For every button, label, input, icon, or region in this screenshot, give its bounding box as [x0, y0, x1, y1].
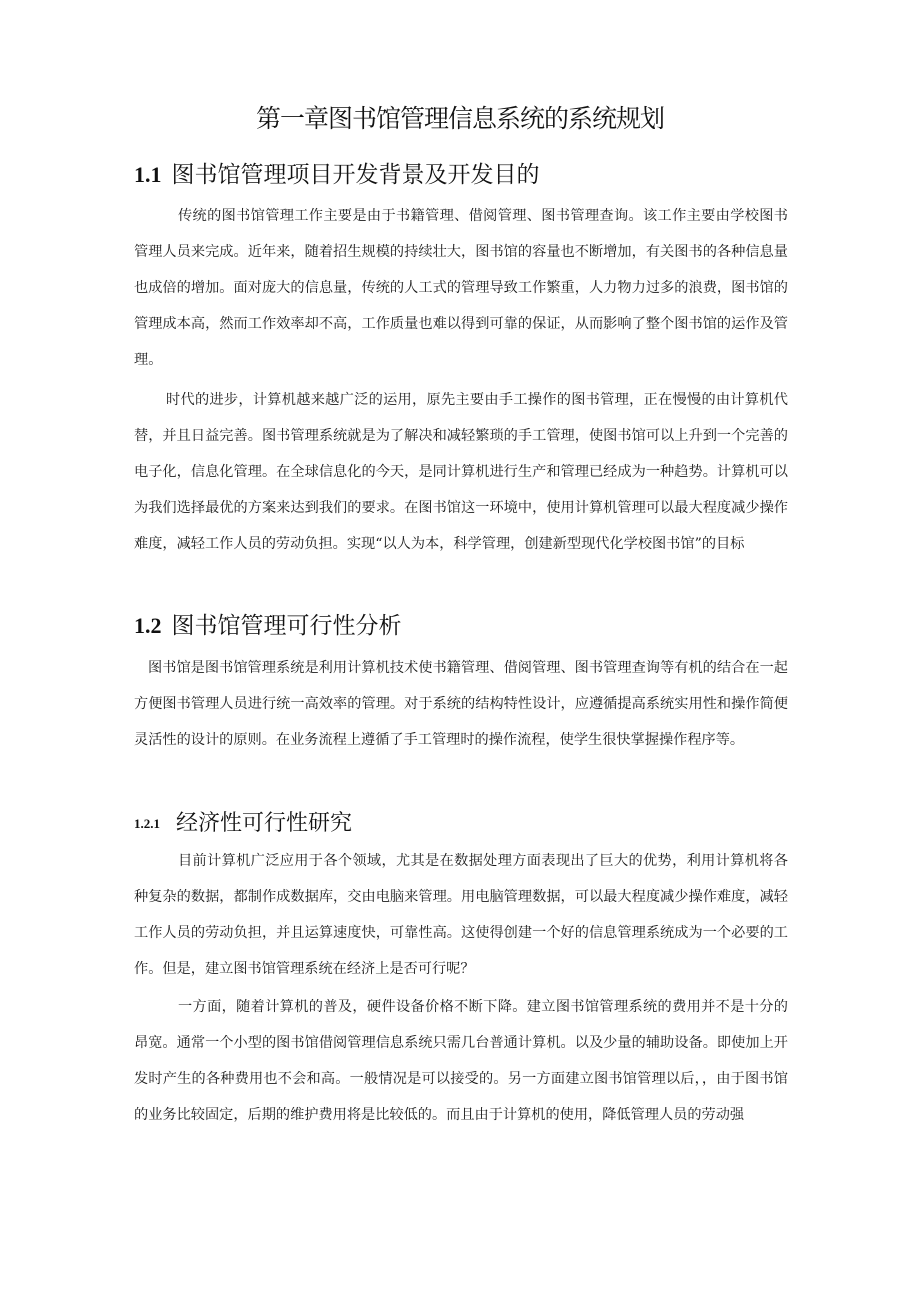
paragraph: 图书馆是图书馆管理系统是利用计算机技术使书籍管理、借阅管理、图书管理查询等有机的结合在一起方便图书管理人员进行统一高效率的管理。对于系统的结构特性设计，应遵循提高系统实用性和操作简便灵活性的设计的原则。在业务流程上遵循了手工管理时的操作流程，使学生很快掌握操作程序等。: [134, 660, 788, 748]
section-number: 1.2: [134, 613, 162, 638]
paragraph: 传统的图书馆管理工作主要是由于书籍管理、借阅管理、图书管理查询。该工作主要由学校图书管理人员来完成。近年来，随着招生规模的持续壮大，图书馆的容量也不断增加，有关图书的各种信息量也成倍的增加。面对庞大的信息量，传统的人工式的管理导致工作繁重，人力物力过多的浪费，图书馆的管理成本高，然而工作效率却不高，工作质量也难以得到可靠的保证，从而影响了整个图书馆的运作及管理。: [134, 208, 788, 368]
section-number: 1.1: [134, 162, 162, 187]
section-title: 图书馆管理可行性分析: [171, 613, 402, 639]
paragraph: 一方面，随着计算机的普及，硬件设备价格不断下降。建立图书馆管理系统的费用并不是十分的昂宽。通常一个小型的图书馆借阅管理信息系统只需几台普通计算机。以及少量的辅助设备。即使加上开发时产生的各种费用也不会和高。一般情况是可以接受的。另一方面建立图书馆管理以后，，由于图书馆的业务比较固定，后期的维护费用将是比较低的。而且由于计算机的使用，降低管理人员的劳动强: [134, 999, 788, 1123]
section-heading-1-1: [134, 158, 540, 192]
section-number: 1.2.1: [134, 816, 160, 831]
section-heading-1-2-1: [134, 808, 352, 840]
section-title: 图书馆管理项目开发背景及开发目的: [171, 162, 540, 188]
paragraph: 时代的进步，计算机越来越广泛的运用，原先主要由手工操作的图书管理，正在慢慢的由计算机代替，并且日益完善。图书管理系统就是为了解决和减轻繁琐的手工管理，使图书馆可以上升到一个完善的电子化，信息化管理。在全球信息化的今天，是同计算机进行生产和管理已经成为一种趋势。计算机可以为我们选择最优的方案来达到我们的要求。在图书馆这一环境中，使用计算机管理可以最大程度减少操作难度，减轻工作人员的劳动负担。实现“以人为本，科学管理，创建新型现代化学校图书馆”的目标: [134, 392, 788, 552]
chapter-title: 第一章图书馆管理信息系统的系统规划: [255, 104, 664, 133]
section-title: 经济性可行性研究: [176, 811, 353, 836]
paragraph: 目前计算机广泛应用于各个领域，尤其是在数据处理方面表现出了巨大的优势，利用计算机将各种复杂的数据，都制作成数据库，交由电脑来管理。用电脑管理数据，可以最大程度减少操作难度，减轻工作人员的劳动负担，并且运算速度快，可靠性高。这使得创建一个好的信息管理系统成为一个必要的工作。但是，建立图书馆管理系统在经济上是否可行呢？: [134, 853, 788, 977]
section-heading-1-2: [134, 609, 402, 643]
